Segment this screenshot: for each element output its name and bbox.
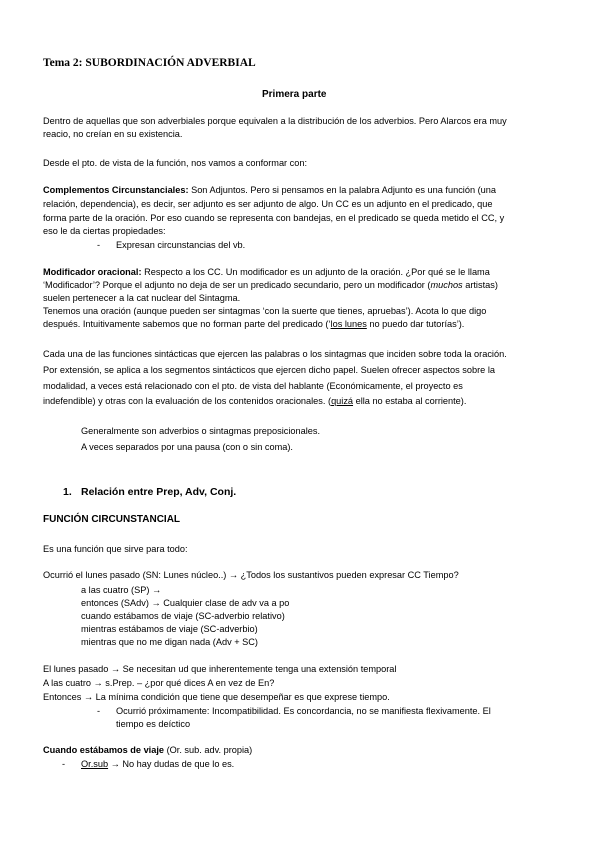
paragraph-line: Por extensión, se aplica a los segmentos sintácticos que ejercen dicho papel. Suelen ofrecer aspectos sobre la xyxy=(43,365,495,375)
document-title: Tema 2: SUBORDINACIÓN ADVERBIAL xyxy=(43,57,256,69)
text-span: después. Intuitivamente sabemos que no forman parte del predicado (‘ xyxy=(43,319,331,329)
paragraph-line: relación, dependencia), es decir, ser adjunto es ser adjunto de algo. Un CC es un adjunto en el predicado, que xyxy=(43,199,493,209)
paragraph-line: forma parte de la oración. Por eso cuando se representa con bandejas, en el predicado se queda metido el CC, y xyxy=(43,213,505,223)
bullet-text: Ocurrió próximamente: Incompatibilidad. Es concordancia, no se manifiesta flexivamente. El xyxy=(116,706,491,716)
example-line: a las cuatro (SP) → xyxy=(81,585,162,595)
paragraph-line: Tenemos una oración (aunque pueden ser sintagmas ‘con la suerte que tienes, apruebas’). Acota lo que digo xyxy=(43,306,487,316)
paragraph-line xyxy=(43,266,490,278)
text-span: ‘Modificador’? Porque el adjunto no deja de ser un predicado secundario, pero un modificador ( xyxy=(43,280,431,290)
text-span: Son Adjuntos. Pero si pensamos en la palabra Adjunto es una función (una xyxy=(188,185,496,195)
example-line: cuando estábamos de viaje (SC-adverbio relativo) xyxy=(81,611,285,621)
indented-line: Generalmente son adverbios o sintagmas preposicionales. xyxy=(81,426,321,436)
text-span: artistas) xyxy=(462,280,498,290)
paragraph-line xyxy=(43,184,496,196)
paragraph-line: eso le da ciertas propiedades: xyxy=(43,226,166,236)
function-heading: FUNCIÓN CIRCUNSTANCIAL xyxy=(43,514,181,525)
paragraph-line xyxy=(43,744,252,756)
example-line: mientras estábamos de viaje (SC-adverbio) xyxy=(81,624,258,634)
paragraph-line: modalidad, a veces está relacionado con el pto. de vista del hablante (Económicamente, el proyecto es xyxy=(43,381,463,391)
section-heading: Relación entre Prep, Adv, Conj. xyxy=(81,486,237,498)
underlined-span: Or.sub xyxy=(81,759,109,769)
paragraph-line: Es una función que sirve para todo: xyxy=(43,544,188,554)
paragraph-line xyxy=(43,279,498,291)
text-span: → No hay dudas de que lo es. xyxy=(108,759,235,769)
term-cuando: Cuando estábamos de viaje xyxy=(43,745,165,755)
example-line: Ocurrió el lunes pasado (SN: Lunes núcleo..) → ¿Todos los sustantivos pueden expresar CC Tiempo? xyxy=(43,570,459,580)
term-modificador: Modificador oracional: xyxy=(43,267,142,277)
bullet-text xyxy=(81,758,234,770)
example-line: entonces (SAdv) → Cualquier clase de adv va a po xyxy=(81,598,290,608)
underlined-span: quizá xyxy=(331,396,354,406)
italic-span: muchos xyxy=(430,280,463,290)
section-number: 1. xyxy=(63,486,72,498)
paragraph-line xyxy=(43,318,464,330)
example-line: mientras que no me digan nada (Adv + SC) xyxy=(81,637,258,647)
section-subtitle: Primera parte xyxy=(262,89,327,100)
paragraph-line: Dentro de aquellas que son adverbiales porque equivalen a la distribución de los adverbios. Pero Alarcos era muy xyxy=(43,116,507,126)
bullet-dash: - xyxy=(62,759,66,769)
bullet-dash: - xyxy=(97,240,101,250)
text-span: no puedo dar tutorías’). xyxy=(366,319,465,329)
paragraph-line: Desde el pto. de vista de la función, nos vamos a conformar con: xyxy=(43,158,308,168)
text-span: Respecto a los CC. Un modificador es un adjunto de la oración. ¿Por qué se le llama xyxy=(141,267,490,277)
term-complementos: Complementos Circunstanciales: xyxy=(43,185,189,195)
text-span: (Or. sub. adv. propia) xyxy=(164,745,253,755)
paragraph-line: El lunes pasado → Se necesitan ud que inherentemente tenga una extensión temporal xyxy=(43,664,397,674)
indented-line: A veces separados por una pausa (con o sin coma). xyxy=(81,442,293,452)
paragraph-line: Entonces → La mínima condición que tiene que desempeñar es que exprese tiempo. xyxy=(43,692,390,702)
paragraph-line: suelen pertenecer a la cat nuclear del Sintagma. xyxy=(43,293,241,303)
paragraph-line: reacio, no creían en su existencia. xyxy=(43,129,183,139)
text-span: indefendible) y otras con la evaluación de los contenidos oracionales. ( xyxy=(43,396,332,406)
underlined-span: los lunes xyxy=(330,319,367,329)
text-span: ella no estaba al corriente). xyxy=(353,396,467,406)
paragraph-line: Cada una de las funciones sintácticas que ejercen las palabras o los sintagmas que inciden sobre toda la oración. xyxy=(43,349,507,359)
bullet-text: Expresan circunstancias del vb. xyxy=(116,240,246,250)
paragraph-line xyxy=(43,395,466,407)
bullet-dash: - xyxy=(97,706,101,716)
bullet-text: tiempo es deíctico xyxy=(116,719,191,729)
paragraph-line: A las cuatro → s.Prep. – ¿por qué dices A en vez de En? xyxy=(43,678,275,688)
